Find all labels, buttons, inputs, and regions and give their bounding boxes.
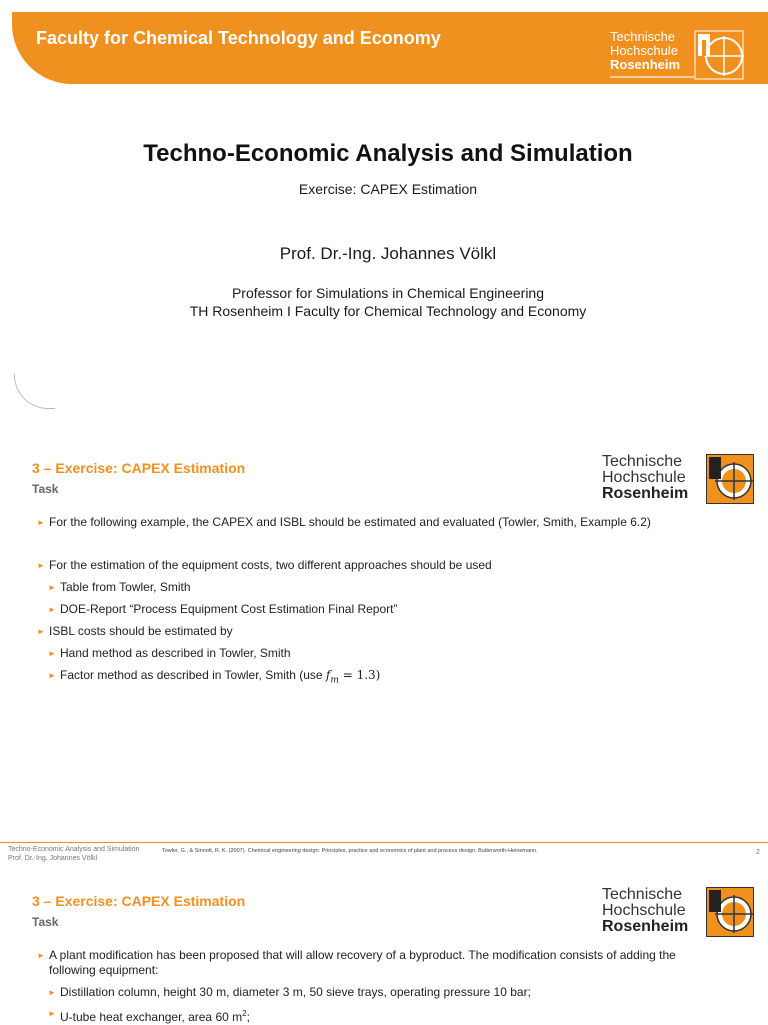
list-item: ► Hand method as described in Towler, Smith <box>48 646 291 660</box>
footer-reference: Towler, G., & Sinnott, R. K. (2007). Chemical engineering design: Principles, practice and economics of plant and process design. Butterworth-Heinemann. <box>162 848 538 854</box>
factor-subscript: m <box>330 675 339 686</box>
list-item: ► ISBL costs should be estimated by <box>37 624 233 638</box>
list-item: ► DOE-Report “Process Equipment Cost Estimation Final Report” <box>48 602 398 616</box>
logo-line1: Technische <box>610 29 676 44</box>
banner-title: Faculty for Chemical Technology and Economy <box>36 28 441 48</box>
th-rosenheim-logo <box>602 454 754 506</box>
list-item: ► U-tube heat exchanger, area 60 $m^2$; <box>60 1006 250 1025</box>
logo-emblem-icon <box>706 887 754 937</box>
logo-tagline-bar <box>610 76 694 78</box>
bullet-arrow-icon: ► <box>48 605 56 614</box>
bullet-arrow-icon: ► <box>48 649 56 658</box>
footer-divider <box>0 842 768 843</box>
logo-line1: Technische <box>602 453 683 470</box>
bullet-arrow-icon: ► <box>37 561 45 570</box>
page-number: 2 <box>756 849 760 856</box>
logo-line2: Hochschule <box>602 902 686 919</box>
logo-emblem-icon <box>694 30 744 80</box>
logo-line2: Hochschule <box>602 469 686 486</box>
section-title: 3 – Exercise: CAPEX Estimation <box>32 893 246 909</box>
section-subtitle: Task <box>32 482 59 496</box>
logo-line2: Hochschule <box>610 43 678 58</box>
faculty-banner <box>12 12 768 84</box>
bullet-arrow-icon: ► <box>48 988 56 997</box>
slide-subtitle: Exercise: CAPEX Estimation <box>298 181 478 197</box>
logo-line1: Technische <box>602 886 683 903</box>
list-item: ► For the estimation of the equipment costs, two different approaches should be used <box>37 558 492 572</box>
list-item: ► Table from Towler, Smith <box>48 580 191 594</box>
th-rosenheim-logo <box>602 887 754 939</box>
logo-emblem-icon <box>706 454 754 504</box>
section-subtitle: Task <box>32 915 59 929</box>
logo-line3: Rosenheim <box>602 918 689 935</box>
bullet-arrow-icon: ► <box>48 583 56 592</box>
bullet-arrow-icon: ► <box>37 518 45 527</box>
factor-value: = 1.3) <box>338 668 381 682</box>
list-item: ► Factor method as described in Towler, Smith (use $f_m = 1.3$) <box>48 668 381 686</box>
list-item: ► A plant modification has been proposed that will allow recovery of a byproduct. The modification consists of adding the following equipment: <box>37 948 676 977</box>
list-item: ► Distillation column, height 30 m, diameter 3 m, 50 sieve trays, operating pressure 10 bar; <box>48 985 531 999</box>
slide-title: Techno-Economic Analysis and Simulation <box>143 140 633 167</box>
bullet-arrow-icon: ► <box>37 627 45 636</box>
list-item: ► For the following example, the CAPEX and ISBL should be estimated and evaluated (Towler, Smith, Example 6.2) <box>37 515 651 529</box>
professor-affiliation <box>0 284 768 320</box>
footer-course: Techno-Economic Analysis and Simulation <box>8 846 140 853</box>
role-line1: Professor for Simulations in Chemical Engineering <box>231 285 545 301</box>
footer-author: Prof. Dr.-Ing. Johannes Völkl <box>8 855 98 862</box>
role-line2: TH Rosenheim I Faculty for Chemical Technology and Economy <box>189 303 587 319</box>
logo-line3: Rosenheim <box>610 57 681 72</box>
th-rosenheim-logo <box>610 30 750 82</box>
decorative-curve <box>14 374 55 409</box>
professor-name: Prof. Dr.-Ing. Johannes Völkl <box>279 244 497 263</box>
bullet-arrow-icon: ► <box>48 671 56 680</box>
factor-symbol: f <box>325 668 331 682</box>
bullet-arrow-icon: ► <box>37 951 45 960</box>
section-title: 3 – Exercise: CAPEX Estimation <box>32 460 246 476</box>
bullet-arrow-icon: ► <box>48 1009 56 1018</box>
logo-line3: Rosenheim <box>602 485 689 502</box>
footer-course-info <box>8 845 140 863</box>
